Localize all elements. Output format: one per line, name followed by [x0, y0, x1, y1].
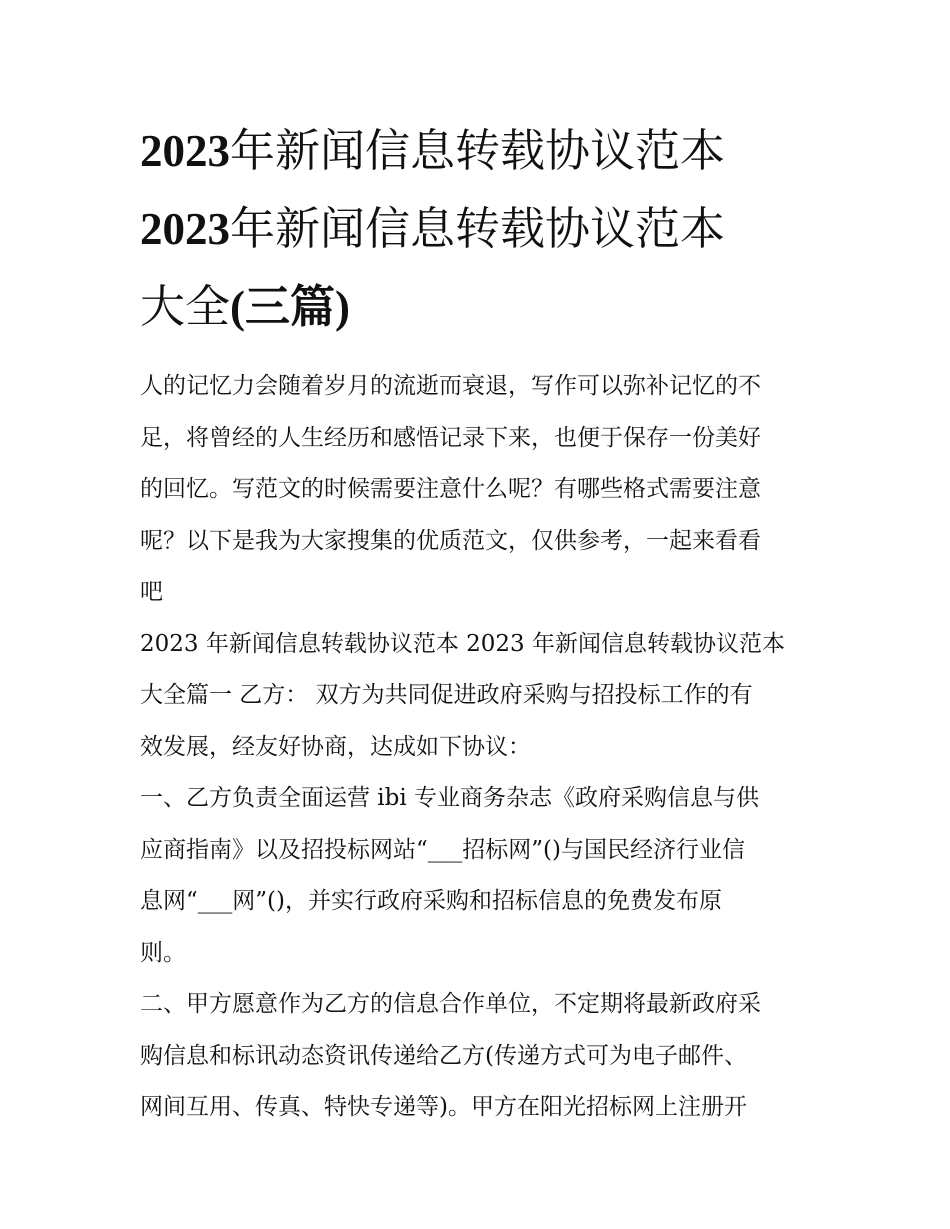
text-line: 2023 年新闻信息转载协议范本 2023 年新闻信息转载协议范本: [140, 630, 785, 657]
title-text: 年新闻信息转载协议范本: [230, 202, 726, 255]
document-title: [140, 112, 820, 346]
title-text: 年新闻信息转载协议范本: [230, 124, 726, 177]
text-line: 一、乙方负责全面运营 ibi 专业商务杂志《政府采购信息与供: [140, 785, 760, 811]
document-body: [140, 361, 820, 1134]
title-text: 大全: [140, 280, 231, 333]
text-line: 人的记忆力会随着岁月的流逝而衰退，写作可以弥补记忆的不: [140, 373, 761, 399]
text-line: 呢？以下是我为大家搜集的优质范文，仅供参考，一起来看看: [140, 527, 761, 554]
title-year: 2023: [140, 126, 230, 176]
paragraph-intro: [140, 361, 820, 619]
paragraph-clause-2: [140, 979, 820, 1134]
title-suffix: (三篇): [230, 282, 350, 332]
text-line: 足，将曾经的人生经历和感悟记录下来，也便于保存一份美好: [140, 424, 761, 451]
paragraph-heading: [140, 619, 820, 774]
text-line: 效发展，经友好协商，达成如下协议：: [140, 733, 531, 760]
title-line-1: [140, 112, 820, 190]
text-line: 二、甲方愿意作为乙方的信息合作单位，不定期将最新政府采: [140, 991, 761, 1017]
title-line-2: [140, 190, 820, 268]
text-line: 网间互用、传真、特快专递等)。甲方在阳光招标网上注册开: [140, 1094, 747, 1120]
title-line-3: [140, 268, 820, 346]
text-line: 应商指南》以及招投标网站“___招标网”()与国民经济行业信: [140, 836, 745, 863]
text-line: 的回忆。写范文的时候需要注意什么呢？有哪些格式需要注意: [140, 476, 761, 502]
text-line: 购信息和标讯动态资讯传递给乙方(传递方式可为电子邮件、: [140, 1042, 747, 1069]
text-line: 息网“___网”()，并实行政府采购和招标信息的免费发布原: [140, 888, 722, 914]
text-line: 吧: [140, 579, 163, 605]
paragraph-clause-1: [140, 773, 820, 979]
title-year: 2023: [140, 204, 230, 254]
text-line: 则。: [140, 939, 186, 966]
document-page: [140, 112, 820, 1134]
text-line: 大全篇一 乙方： 双方为共同促进政府采购与招投标工作的有: [140, 682, 753, 708]
